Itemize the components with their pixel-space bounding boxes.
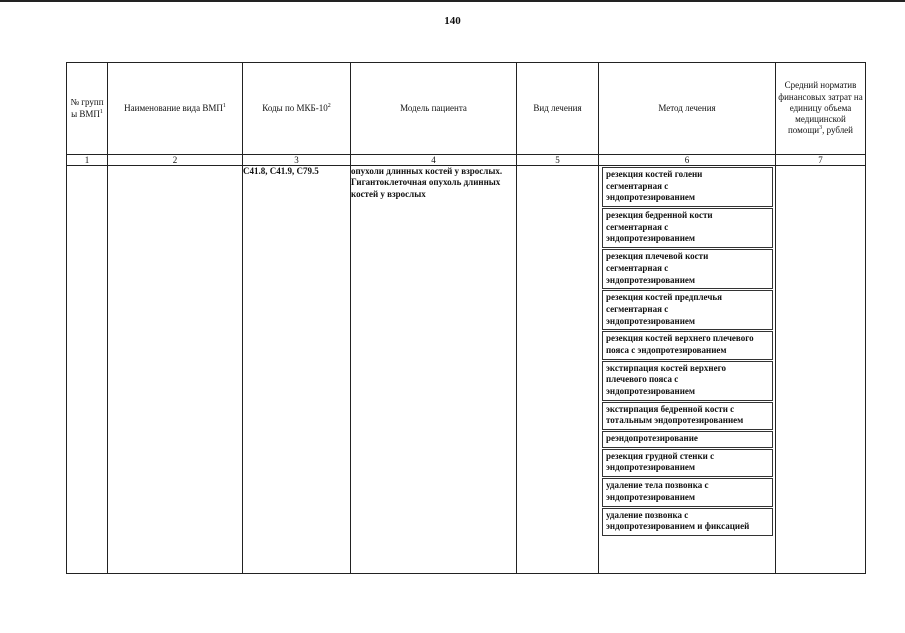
header-average-cost: Средний норматив финансовых затрат на единицу объема медицинской помощи$^3$, рублей bbox=[776, 63, 866, 155]
column-number-row bbox=[67, 155, 866, 166]
column-number: 7 bbox=[776, 155, 866, 166]
column-number: 5 bbox=[517, 155, 599, 166]
treatment-type-cell bbox=[517, 166, 599, 574]
method-item: удаление позвонка с эндопротезированием и фиксацией bbox=[602, 508, 773, 536]
header-vmp-name: Наименование вида ВМП$^1$ bbox=[108, 63, 243, 155]
method-item: резекция бедренной кости сегментарная с эндопротезированием bbox=[602, 208, 773, 248]
treatment-method-cell bbox=[599, 166, 776, 574]
column-number: 3 bbox=[243, 155, 351, 166]
method-item: резекция костей предплечья сегментарная с эндопротезированием bbox=[602, 290, 773, 330]
method-item: резекция костей верхнего плечевого пояса с эндопротезированием bbox=[602, 331, 773, 359]
method-item: экстирпация костей верхнего плечевого пояса с эндопротезированием bbox=[602, 361, 773, 401]
header-patient-model: Модель пациента bbox=[351, 63, 517, 155]
column-number: 6 bbox=[599, 155, 776, 166]
average-cost-cell bbox=[776, 166, 866, 574]
patient-model-cell: опухоли длинных костей у взрослых. Гигантоклеточная опухоль длинных костей у взрослых bbox=[351, 166, 517, 574]
table-row bbox=[67, 166, 866, 574]
method-item: удаление тела позвонка с эндопротезированием bbox=[602, 478, 773, 506]
method-item: резекция костей голени сегментарная с эндопротезированием bbox=[602, 167, 773, 207]
method-item: резекция грудной стенки с эндопротезированием bbox=[602, 449, 773, 477]
header-treatment-type: Вид лечения bbox=[517, 63, 599, 155]
group-number-cell bbox=[67, 166, 108, 574]
column-number: 1 bbox=[67, 155, 108, 166]
method-item: экстирпация бедренной кости с тотальным эндопротезированием bbox=[602, 402, 773, 430]
method-item: реэндопротезирование bbox=[602, 431, 773, 448]
page-number: 140 bbox=[444, 15, 461, 27]
vmp-name-cell bbox=[108, 166, 243, 574]
column-number: 4 bbox=[351, 155, 517, 166]
vmp-table bbox=[66, 62, 866, 574]
header-icd-codes: Коды по МКБ-$10^2$ bbox=[243, 63, 351, 155]
method-list bbox=[599, 166, 775, 541]
header-treatment-method: Метод лечения bbox=[599, 63, 776, 155]
header-group-number: № групп ы ВМП$^1$ bbox=[67, 63, 108, 155]
column-number: 2 bbox=[108, 155, 243, 166]
header-row bbox=[67, 63, 866, 155]
top-border-line bbox=[0, 0, 905, 2]
icd-codes-cell: C41.8, C41.9, C79.5 bbox=[243, 166, 351, 574]
method-item: резекция плечевой кости сегментарная с эндопротезированием bbox=[602, 249, 773, 289]
